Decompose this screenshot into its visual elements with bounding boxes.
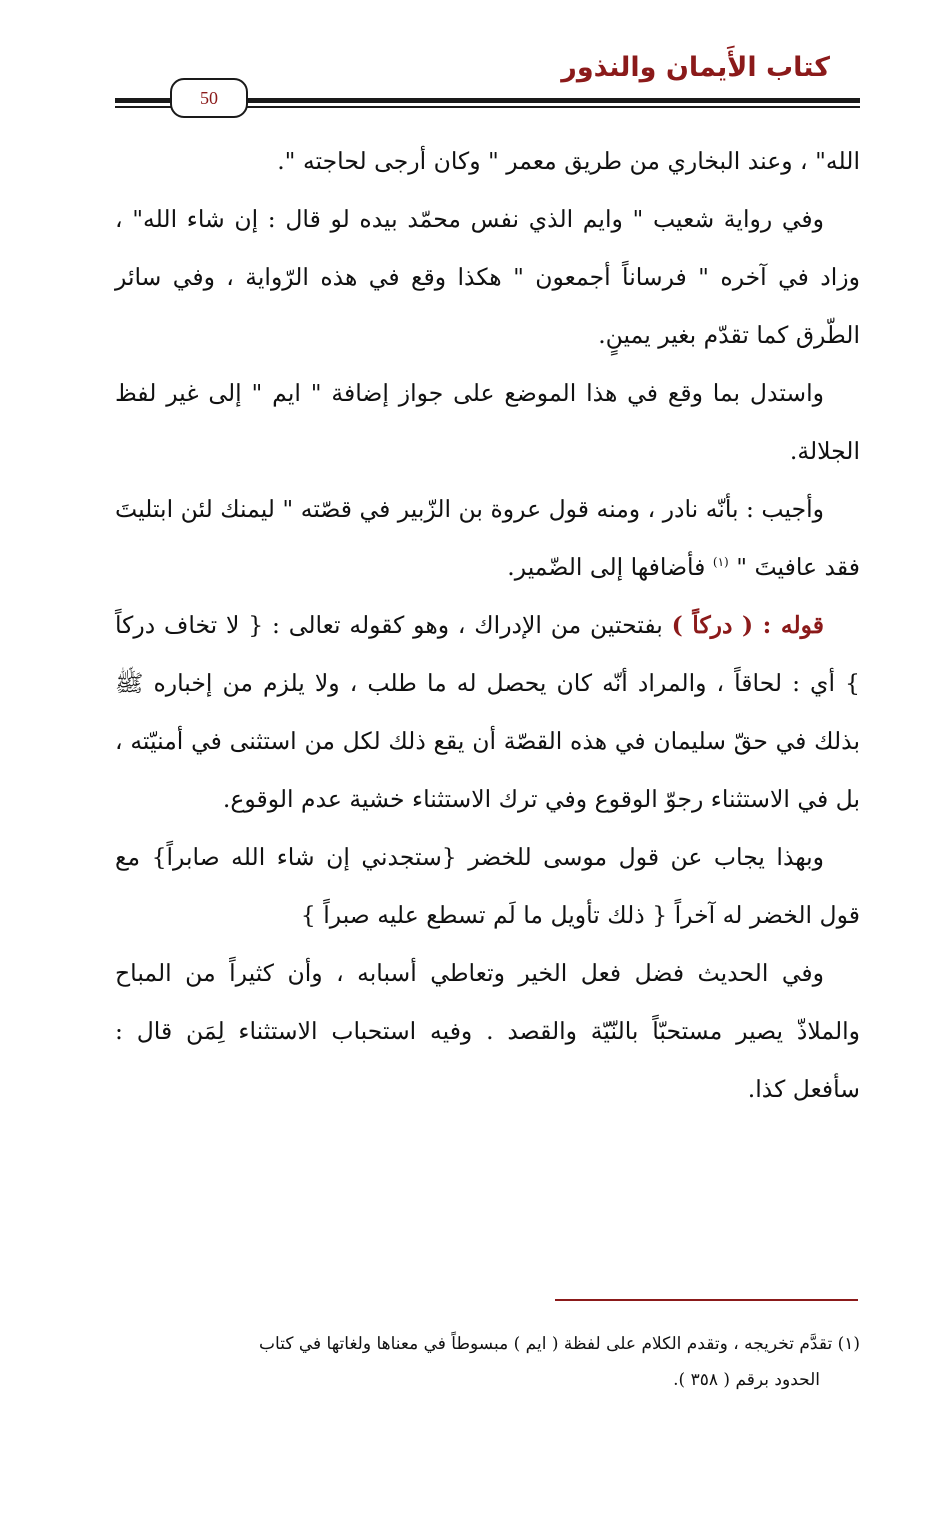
paragraph-4-text: وأجيب : بأنّه نادر ، ومنه قول عروة بن الزّبير في قصّته " ليمنك لئن ابتليتَ فقد عافيتَ " xyxy=(115,495,860,581)
paragraph-5 xyxy=(115,596,860,828)
paragraph-4 xyxy=(115,480,860,596)
paragraph-2: وفي رواية شعيب " وايم الذي نفس محمّد بيده لو قال : إن شاء الله" ، وزاد في آخره " فرساناً أجمعون " هكذا وقع في هذه الرّواية ، وفي سائر الطّرق كما تقدّم بغير يمينٍ. xyxy=(115,205,860,349)
paragraph-5-text: بفتحتين من الإدراك ، وهو كقوله تعالى : { لا تخاف دركاً } أي : لحاقاً ، والمراد أنّه كان يحصل له ما طلب ، ولا يلزم من إخباره ﷺ بذلك في حقّ سليمان في هذه القصّة أن يقع ذلك لكل من استثنى في أمنيّته ، بل في الاستثناء رجوّ الوقوع وفي ترك الاستثناء خشية عدم الوقوع. xyxy=(115,611,860,813)
footnote-line-2: الحدود برقم ( ٣٥٨ ). xyxy=(673,1370,820,1390)
page-number: 50 xyxy=(200,87,218,108)
page-number-badge xyxy=(170,78,248,118)
footnote-separator xyxy=(555,1299,858,1301)
qawluhu-label: قوله : ( دركاً ) xyxy=(671,611,824,639)
paragraph-1: الله" ، وعند البخاري من طريق معمر " وكان أرجى لحاجته ". xyxy=(277,147,860,175)
book-title: كتاب الأَيمان والنذور xyxy=(561,52,830,83)
footnote-line-1: (١) تقدَّم تخريجه ، وتقدم الكلام على لفظة ( ايم ) مبسوطاً في معناها ولغاتها في كتاب xyxy=(259,1334,860,1354)
paragraph-3: واستدل بما وقع في هذا الموضع على جواز إضافة " ايم " إلى غير لفظ الجلالة. xyxy=(115,379,860,465)
footnote xyxy=(115,1326,860,1398)
paragraph-7: وفي الحديث فضل فعل الخير وتعاطي أسبابه ، وأن كثيراً من المباح والملاذّ يصير مستحبّاً بالنّيّة والقصد . وفيه استحباب الاستثناء لِمَن قال : سأفعل كذا. xyxy=(115,959,860,1103)
paragraph-4-tail: فأضافها إلى الضّمير. xyxy=(507,553,713,581)
footnote-reference: (١) xyxy=(712,555,729,570)
main-text xyxy=(115,132,860,1118)
paragraph-6: وبهذا يجاب عن قول موسى للخضر {ستجدني إن شاء الله صابراً} مع قول الخضر له آخراً { ذلك تأويل ما لَم تسطع عليه صبراً } xyxy=(115,843,860,929)
